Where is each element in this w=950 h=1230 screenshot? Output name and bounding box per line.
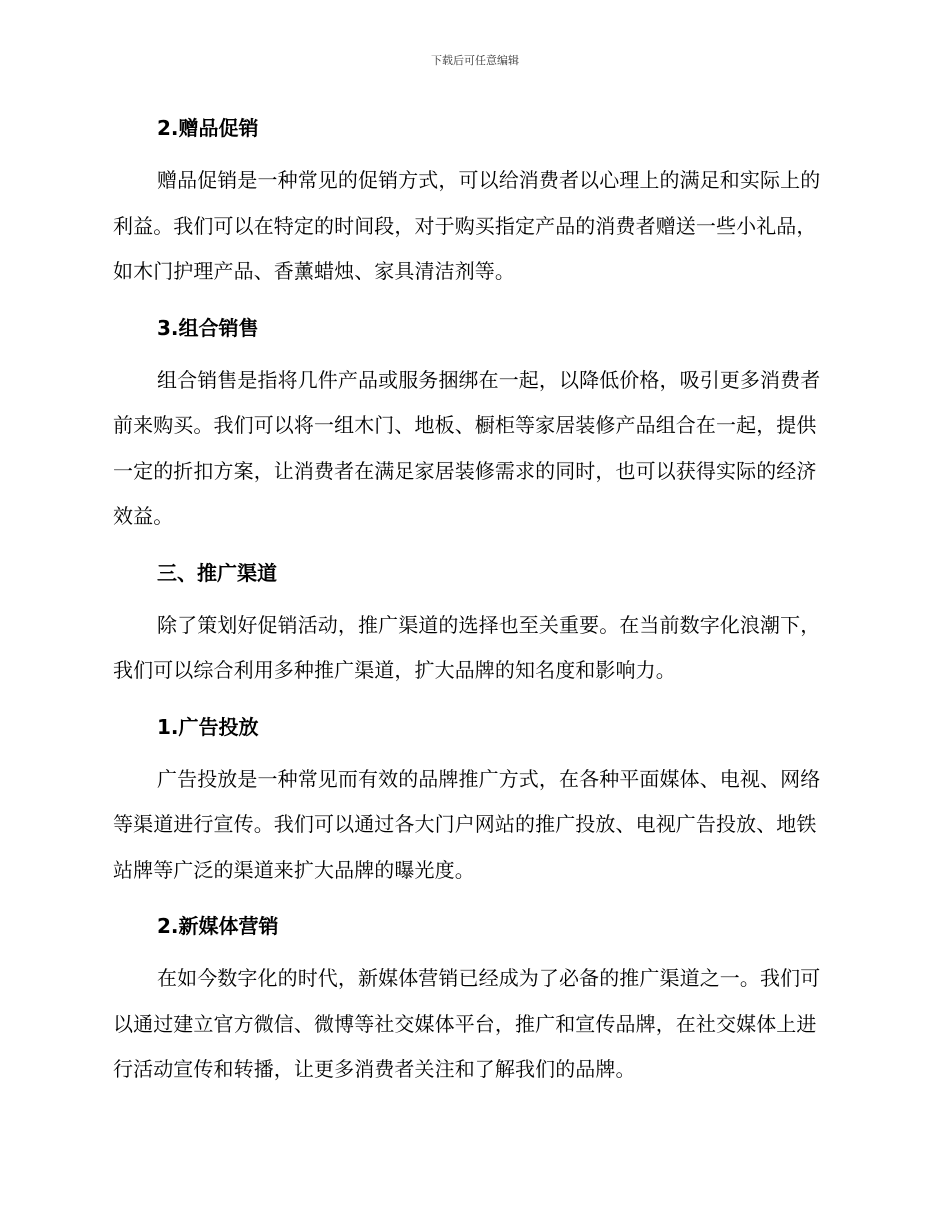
- section-heading-advertising: 1.广告投放: [157, 714, 259, 739]
- section-paragraph-new-media-marketing: 在如今数字化的时代，新媒体营销已经成为了必备的推广渠道之一。我们可以通过建立官方微信、微博等社交媒体平台，推广和宣传品牌，在社交媒体上进行活动宣传和转播，让更多消费者关注和了解我们的品牌。: [113, 966, 821, 1081]
- section-paragraph-gift-promotion: 赠品促销是一种常见的促销方式，可以给消费者以心理上的满足和实际上的利益。我们可以在特定的时间段，对于购买指定产品的消费者赠送一些小礼品，如木门护理产品、香薰蜡烛、家具清洁剂等。: [113, 168, 821, 283]
- section-paragraph-promotion-channels: 除了策划好促销活动，推广渠道的选择也至关重要。在当前数字化浪潮下，我们可以综合利用多种推广渠道，扩大品牌的知名度和影响力。: [113, 612, 821, 682]
- page-header-note: 下载后可任意编辑: [431, 54, 519, 67]
- section-heading-new-media-marketing: 2.新媒体营销: [157, 914, 279, 938]
- document-body: [113, 104, 830, 1102]
- section-paragraph-bundle-sales: 组合销售是指将几件产品或服务捆绑在一起，以降低价格，吸引更多消费者前来购买。我们可以将一组木门、地板、橱柜等家居装修产品组合在一起，提供一定的折扣方案，让消费者在满足家居装修需求的同时，也可以获得实际的经济效益。: [113, 367, 821, 528]
- section-heading-promotion-channels: 三、推广渠道: [157, 560, 277, 585]
- section-paragraph-advertising: 广告投放是一种常见而有效的品牌推广方式，在各种平面媒体、电视、网络等渠道进行宣传。我们可以通过各大门户网站的推广投放、电视广告投放、地铁站牌等广泛的渠道来扩大品牌的曝光度。: [113, 766, 821, 882]
- section-heading-gift-promotion: 2.赠品促销: [157, 116, 259, 140]
- section-heading-bundle-sales: 3.组合销售: [157, 315, 259, 340]
